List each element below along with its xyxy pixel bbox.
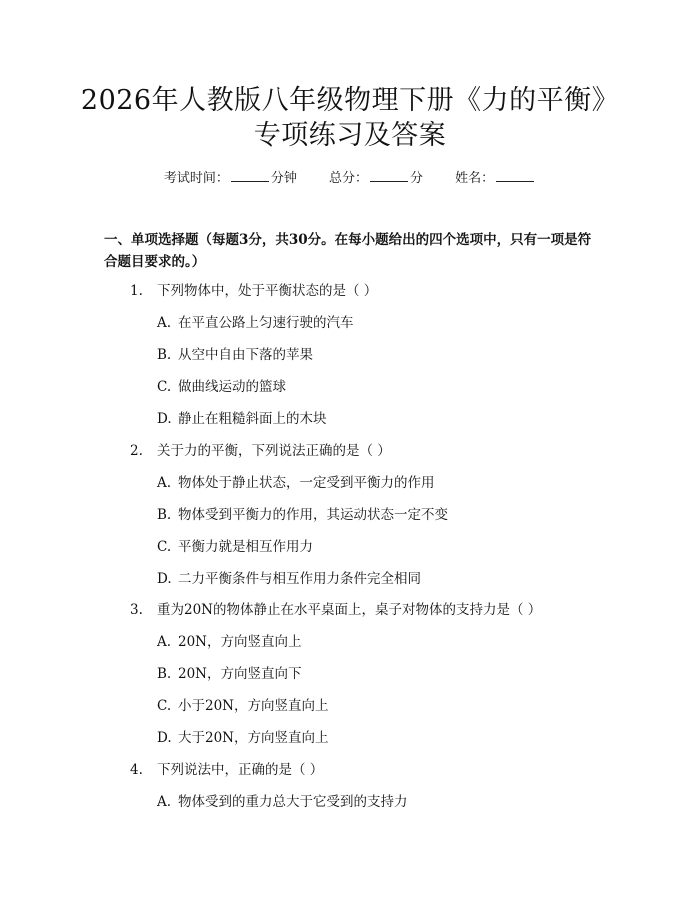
exam-time-label: 考试时间：	[163, 171, 229, 186]
question-3-option-c	[157, 696, 329, 716]
question-1-option-a	[157, 313, 354, 333]
question-text: 下列说法中，正确的是（ ）	[157, 762, 324, 778]
total-score-field	[329, 169, 423, 188]
question-1-option-b	[157, 345, 313, 365]
option-text: 平衡力就是相互作用力	[178, 539, 313, 555]
option-text: 小于20N，方向竖直向上	[178, 698, 329, 714]
exam-time-field	[164, 169, 297, 188]
option-text: 静止在粗糙斜面上的木块	[178, 411, 327, 427]
question-text: 关于力的平衡，下列说法正确的是（ ）	[157, 443, 391, 459]
question-1-option-c	[157, 377, 286, 397]
option-text: 物体受到平衡力的作用，其运动状态一定不变	[178, 507, 448, 523]
option-text: 20N，方向竖直向下	[178, 666, 302, 682]
option-letter: A.	[157, 794, 172, 810]
option-letter: A.	[157, 315, 172, 331]
option-letter: C.	[157, 539, 172, 555]
total-score-unit: 分	[410, 171, 424, 186]
total-score-blank	[370, 169, 408, 182]
option-text: 物体受到的重力总大于它受到的支持力	[178, 794, 408, 810]
option-letter: B.	[157, 347, 172, 363]
student-name-field	[455, 169, 536, 188]
option-letter: C.	[157, 379, 172, 395]
question-number: 1.	[130, 283, 143, 299]
document-title-line-1: 2026年人教版八年级物理下册《力的平衡》	[80, 85, 620, 116]
section-heading-single-choice: 一、单项选择题（每题3分，共30分。在每小题给出的四个选项中，只有一项是符合题目要求的。）	[104, 232, 592, 270]
student-name-blank	[496, 169, 534, 182]
question-4-option-a	[157, 792, 408, 812]
option-letter: A.	[157, 475, 172, 491]
question-number: 4.	[130, 762, 143, 778]
exam-time-unit: 分钟	[270, 171, 297, 186]
option-letter: A.	[157, 634, 172, 650]
question-3-option-a	[157, 632, 302, 652]
question-text: 下列物体中，处于平衡状态的是（ ）	[157, 283, 378, 299]
question-2-option-b	[157, 505, 448, 525]
question-2-option-d	[157, 569, 421, 589]
question-2-option-c	[157, 537, 313, 557]
option-letter: D.	[157, 571, 172, 587]
question-text: 重为20N的物体静止在水平桌面上，桌子对物体的支持力是（ ）	[157, 602, 542, 618]
option-letter: B.	[157, 666, 172, 682]
option-text: 二力平衡条件与相互作用力条件完全相同	[178, 571, 421, 587]
option-letter: D.	[157, 730, 172, 746]
student-name-label: 姓名：	[455, 171, 495, 186]
question-4	[130, 760, 323, 780]
question-2-option-a	[157, 473, 435, 493]
question-2	[130, 441, 391, 461]
option-letter: B.	[157, 507, 172, 523]
question-1-option-d	[157, 409, 327, 429]
question-1	[130, 281, 377, 301]
question-3	[130, 600, 541, 620]
option-text: 做曲线运动的篮球	[178, 379, 286, 395]
document-title-line-2: 专项练习及答案	[253, 120, 447, 151]
exam-info-row	[0, 169, 700, 188]
option-text: 在平直公路上匀速行驶的汽车	[178, 315, 354, 331]
question-number: 2.	[130, 443, 143, 459]
option-text: 物体处于静止状态，一定受到平衡力的作用	[178, 475, 435, 491]
question-3-option-d	[157, 728, 329, 748]
question-3-option-b	[157, 664, 302, 684]
option-text: 大于20N，方向竖直向上	[178, 730, 329, 746]
question-number: 3.	[130, 602, 143, 618]
exam-time-blank	[231, 169, 269, 182]
option-letter: C.	[157, 698, 172, 714]
total-score-label: 总分：	[328, 171, 368, 186]
option-text: 20N，方向竖直向上	[178, 634, 302, 650]
option-text: 从空中自由下落的苹果	[178, 347, 313, 363]
option-letter: D.	[157, 411, 172, 427]
